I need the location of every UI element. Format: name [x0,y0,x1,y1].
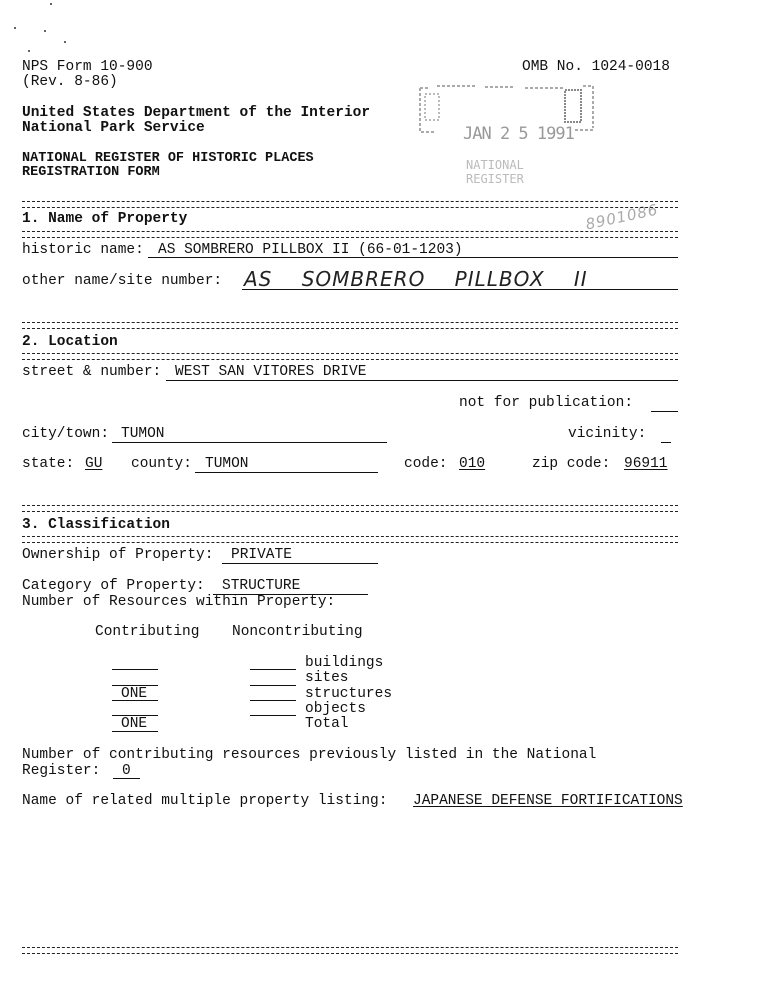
other-name-label: other name/site number: [22,273,223,289]
city-value: TUMON [121,426,165,442]
code-label: code: [404,456,448,472]
department-name: United States Department of the Interior [22,105,371,121]
scan-speck [50,3,52,5]
register-title-2: REGISTRATION FORM [22,165,160,180]
section-2-heading: 2. Location [22,334,118,350]
stamp-national: NATIONAL [466,158,524,172]
previously-listed-label-1: Number of contributing resources previously listed in the National [22,747,597,763]
state-label: state: [22,456,75,472]
street-label: street & number: [22,364,162,380]
zip-label: zip code: [532,456,611,472]
noncontributing-blank [250,715,296,716]
vicinity-label: vicinity: [568,426,647,442]
noncontributing-header: Noncontributing [232,624,363,640]
other-name-handwritten: AS SOMBRERO PILLBOX II [244,267,588,291]
stamp-register: REGISTER [466,172,524,186]
category-value: STRUCTURE [222,578,301,594]
county-line [195,472,378,473]
register-title-1: NATIONAL REGISTER OF HISTORIC PLACES [22,151,314,166]
street-value: WEST SAN VITORES DRIVE [175,364,367,380]
section-rule [22,201,678,208]
form-revision: (Rev. 8-86) [22,74,118,90]
vicinity-line [661,442,671,443]
resource-type-label: buildings [305,655,384,671]
county-label: county: [131,456,192,472]
city-label: city/town: [22,426,110,442]
not-for-publication-line [651,411,678,412]
historic-name-label: historic name: [22,242,144,258]
resource-type-label: structures [305,686,393,702]
omb-number: OMB No. 1024-0018 [522,59,670,75]
form-number: NPS Form 10-900 [22,59,153,75]
scan-speck [44,30,46,32]
previously-listed-value: 0 [122,763,131,779]
section-rule [22,947,678,954]
service-name: National Park Service [22,120,205,136]
section-rule [22,353,678,360]
section-3-heading: 3. Classification [22,517,170,533]
margin-note: 8901086 [583,200,660,234]
category-label: Category of Property: [22,578,205,594]
section-1-heading: 1. Name of Property [22,211,188,227]
scan-speck [64,41,66,43]
stamp-date: JAN 2 5 1991 [463,124,574,144]
section-rule [22,231,678,238]
contributing-blank [112,669,158,670]
noncontributing-blank [250,685,296,686]
resource-type-label: sites [305,670,349,686]
resources-label: Number of Resources within Property: [22,594,336,610]
previously-listed-label-2: Register: [22,763,101,779]
historic-name-value: AS SOMBRERO PILLBOX II (66-01-1203) [158,242,463,258]
state-value: GU [85,456,103,472]
noncontributing-blank [250,700,296,701]
not-for-publication-label: not for publication: [459,395,634,411]
resource-type-label: Total [305,716,349,732]
related-listing-value: JAPANESE DEFENSE FORTIFICATIONS [413,793,683,809]
ownership-value: PRIVATE [231,547,292,563]
contributing-count: ONE [121,686,148,702]
contributing-total: ONE [121,716,148,732]
code-value: 010 [459,456,486,472]
zip-value: 96911 [624,456,668,472]
city-line [112,442,387,443]
resource-type-label: objects [305,701,366,717]
contributing-header: Contributing [95,624,200,640]
received-stamp [415,84,600,144]
street-line [166,380,678,381]
county-value: TUMON [205,456,249,472]
scan-speck [14,27,16,29]
scan-speck [28,50,30,52]
related-listing-label: Name of related multiple property listing: [22,793,388,809]
section-rule [22,322,678,329]
ownership-line [222,563,378,564]
section-rule [22,536,678,543]
section-rule [22,505,678,512]
noncontributing-blank [250,669,296,670]
ownership-label: Ownership of Property: [22,547,214,563]
